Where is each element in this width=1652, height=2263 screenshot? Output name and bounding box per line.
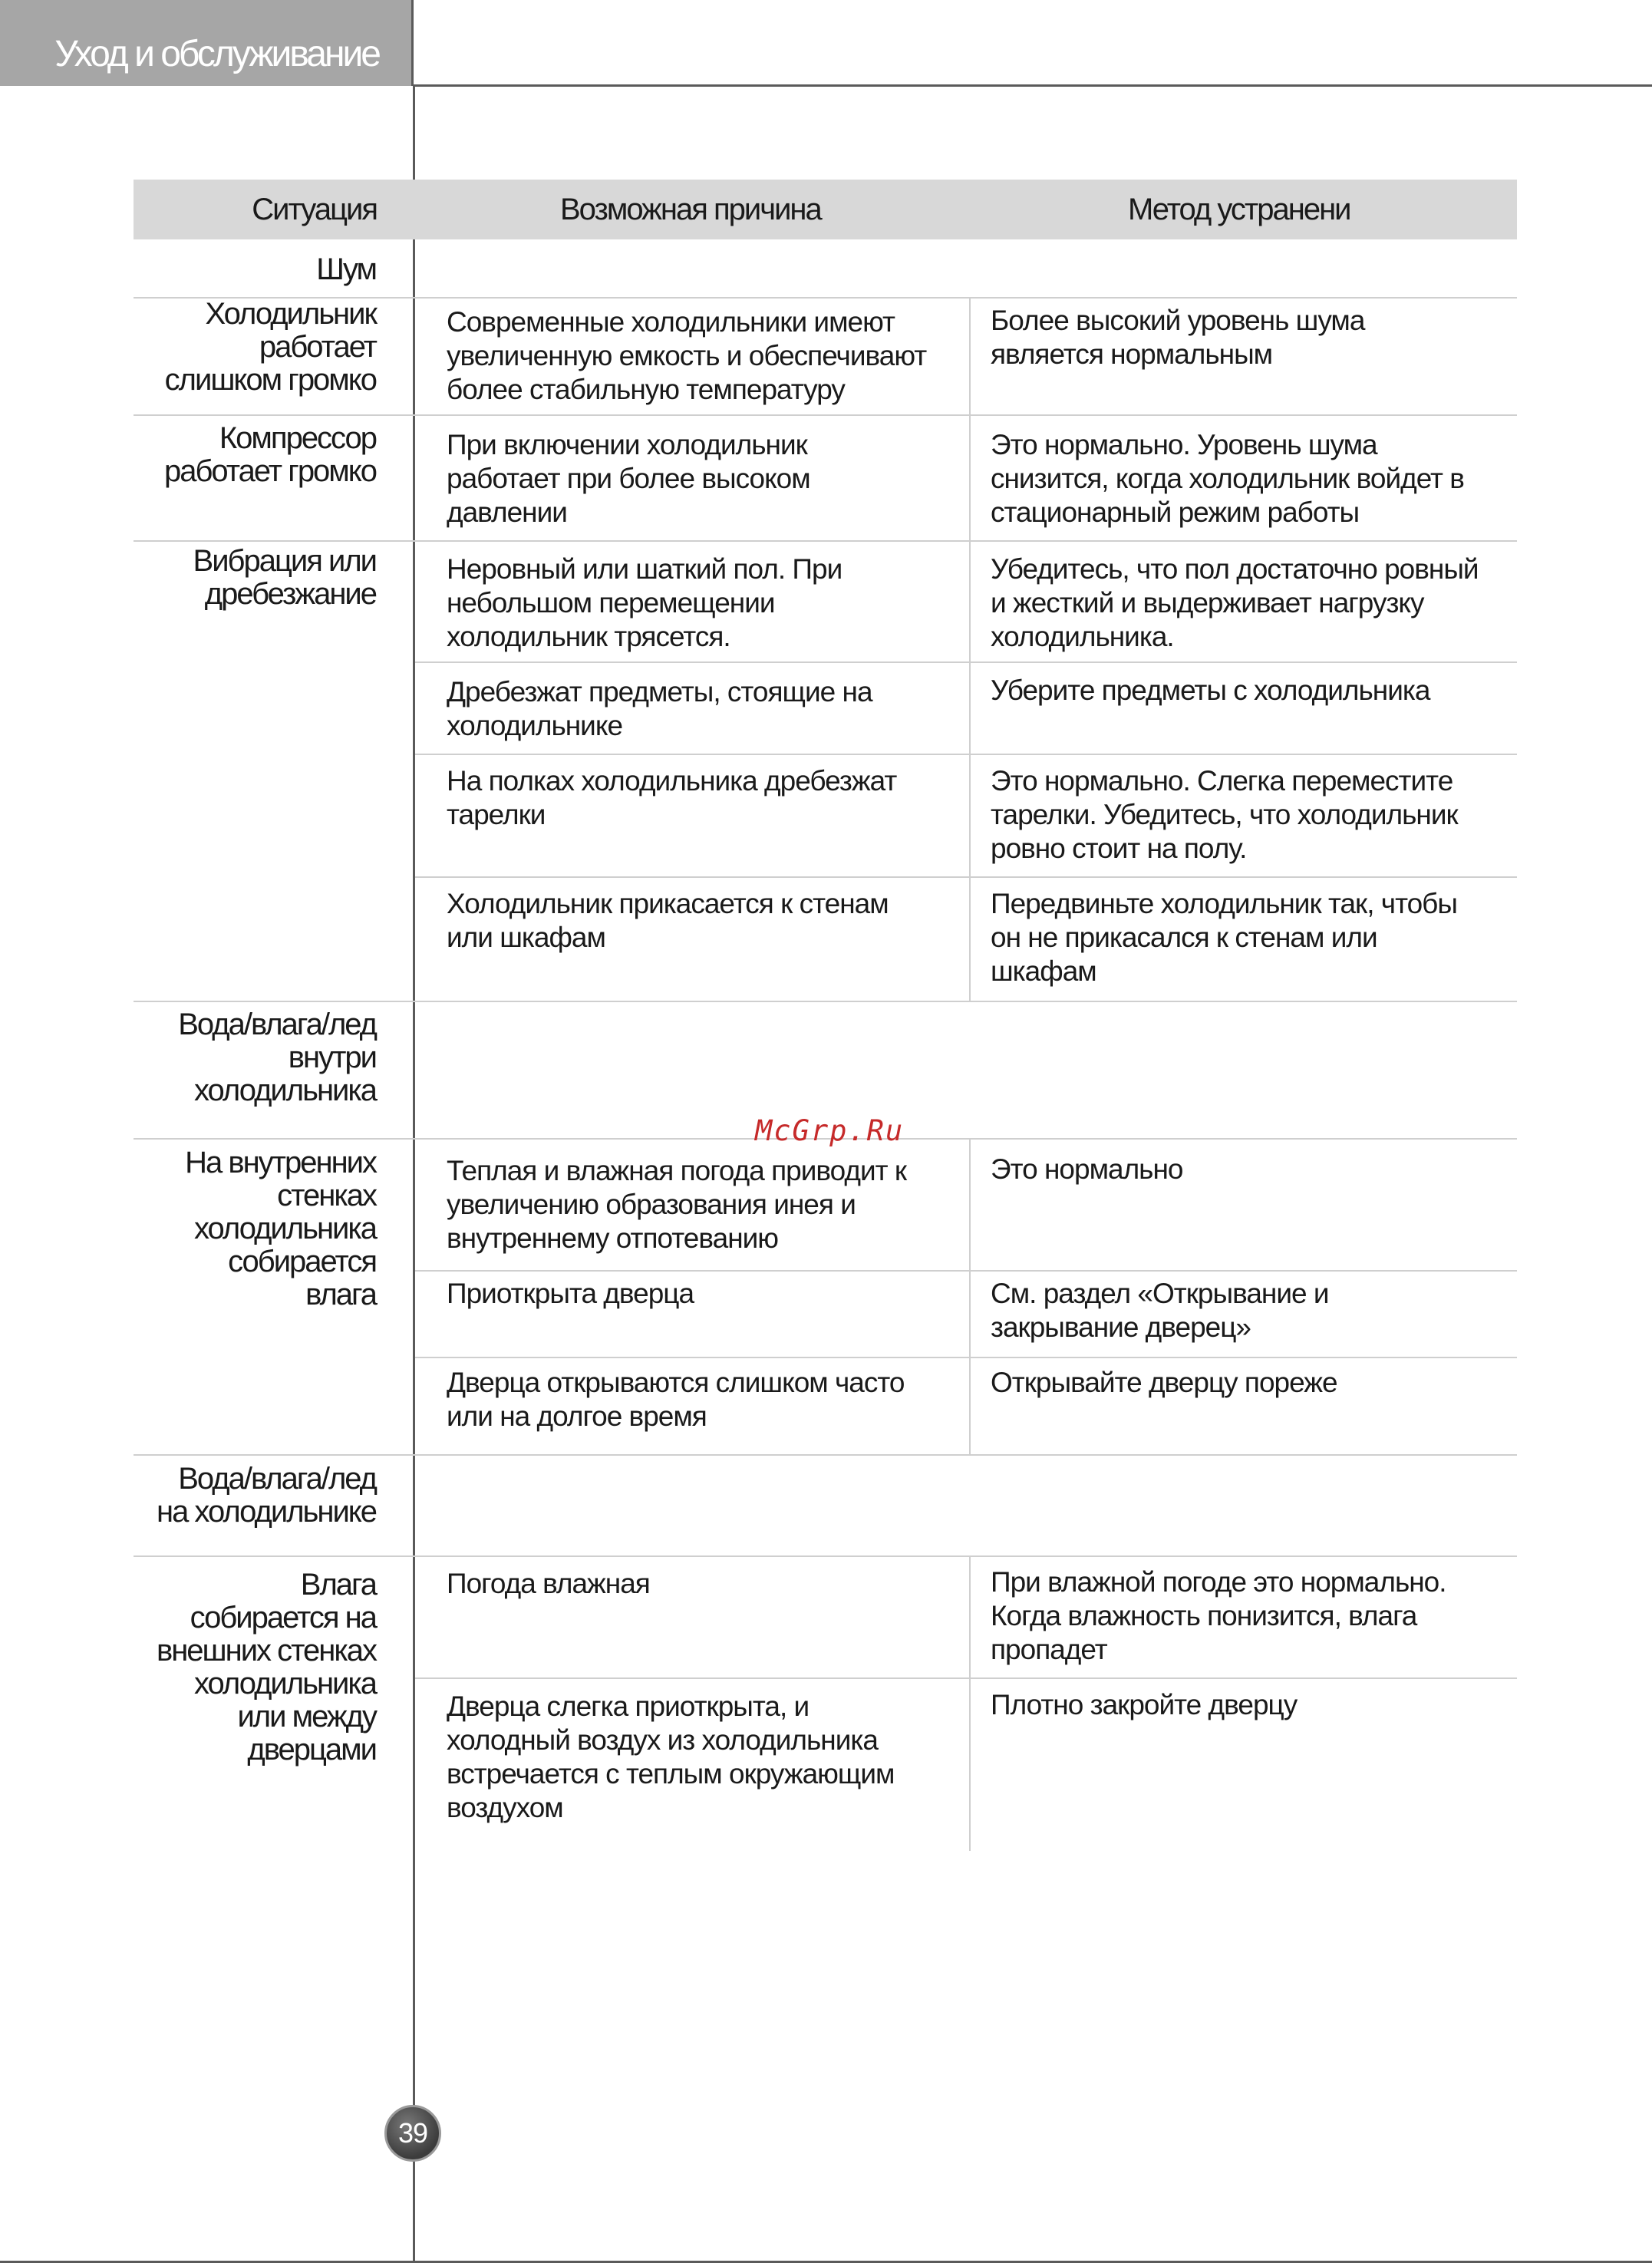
fix-cell: Это нормально. Уровень шума снизится, когда холодильник войдет в стационарный режим работы [991, 429, 1464, 528]
fix-cell: Плотно закройте дверцу [991, 1689, 1298, 1720]
cause-cell: Дверца слегка приоткрыта, и холодный воздух из холодильника встречается с теплым окружающим воздухом [447, 1691, 895, 1823]
row-divider [134, 1555, 1517, 1557]
cause-cell: Погода влажная [447, 1568, 650, 1599]
column-divider [969, 1139, 971, 1454]
situation-loud: Холодильник работает слишком громко [164, 297, 376, 397]
row-divider [415, 1677, 1517, 1679]
row-divider [415, 876, 1517, 878]
page-number-badge [384, 2105, 441, 2162]
header-fix: Метод устранени [1128, 192, 1350, 226]
cause-cell: Холодильник прикасается к стенам или шкафам [447, 888, 889, 953]
section-title: Уход и обслуживание [54, 34, 379, 74]
cause-cell: При включении холодильник работает при более высоком давлении [447, 429, 810, 528]
fix-cell: Это нормально [991, 1153, 1183, 1185]
row-divider [134, 540, 1517, 542]
page-number: 39 [397, 2117, 428, 2149]
cause-cell: Дребезжат предметы, стоящие на холодильнике [447, 676, 872, 741]
fix-cell: Передвиньте холодильник так, чтобы он не прикасался к стенам или шкафам [991, 888, 1457, 987]
row-divider [134, 1454, 1517, 1456]
cause-cell: Приоткрыта дверца [447, 1278, 694, 1309]
row-divider [415, 1357, 1517, 1358]
situation-vibration: Вибрация или дребезжание [193, 544, 376, 611]
column-divider [969, 1556, 971, 1851]
situation-walls: На внутренних стенках холодильника собирается влага [185, 1146, 376, 1311]
section-noise: Шум [316, 252, 376, 286]
row-divider [134, 414, 1517, 416]
row-divider [415, 754, 1517, 755]
row-divider [134, 1001, 1517, 1002]
fix-cell: Открывайте дверцу пореже [991, 1367, 1337, 1398]
header-cause: Возможная причина [560, 192, 821, 226]
fix-cell: Уберите предметы с холодильника [991, 675, 1430, 706]
header-divider [414, 84, 1652, 87]
fix-cell: При влажной погоде это нормально. Когда влажность понизится, влага пропадет [991, 1566, 1446, 1665]
cause-cell: Теплая и влажная погода приводит к увеличению образования инея и внутреннему отпотеванию [447, 1155, 907, 1254]
fix-cell: Более высокий уровень шума является нормальным [991, 305, 1365, 370]
fix-cell: Убедитесь, что пол достаточно ровный и жесткий и выдерживает нагрузку холодильника. [991, 553, 1479, 652]
situation-compressor: Компрессор работает громко [163, 421, 376, 488]
cause-cell: Современные холодильники имеют увеличенную емкость и обеспечивают более стабильную температуру [447, 306, 927, 405]
situation-outer: Влага собирается на внешних стенках холодильника или между дверцами [156, 1568, 376, 1767]
section-water-inside: Вода/влага/лед внутри холодильника [178, 1008, 376, 1107]
cause-cell: Неровный или шаткий пол. При небольшом перемещении холодильник трясется. [447, 553, 842, 652]
header-situation: Ситуация [252, 192, 377, 226]
margin-vertical-line [413, 86, 415, 2263]
section-water-outside: Вода/влага/лед на холодильнике [156, 1462, 376, 1529]
fix-cell: Это нормально. Слегка переместите тарелки. Убедитесь, что холодильник ровно стоит на полу. [991, 765, 1458, 864]
row-divider [415, 1270, 1517, 1272]
watermark: McGrp.Ru [755, 1114, 905, 1147]
cause-cell: Дверца открываются слишком часто или на долгое время [447, 1367, 905, 1432]
row-divider [415, 661, 1517, 663]
column-divider [969, 298, 971, 1002]
table-header [134, 180, 1517, 239]
section-header-tab [0, 0, 414, 86]
fix-cell: См. раздел «Открывание и закрывание дверец» [991, 1278, 1329, 1343]
cause-cell: На полках холодильника дребезжат тарелки [447, 765, 897, 830]
